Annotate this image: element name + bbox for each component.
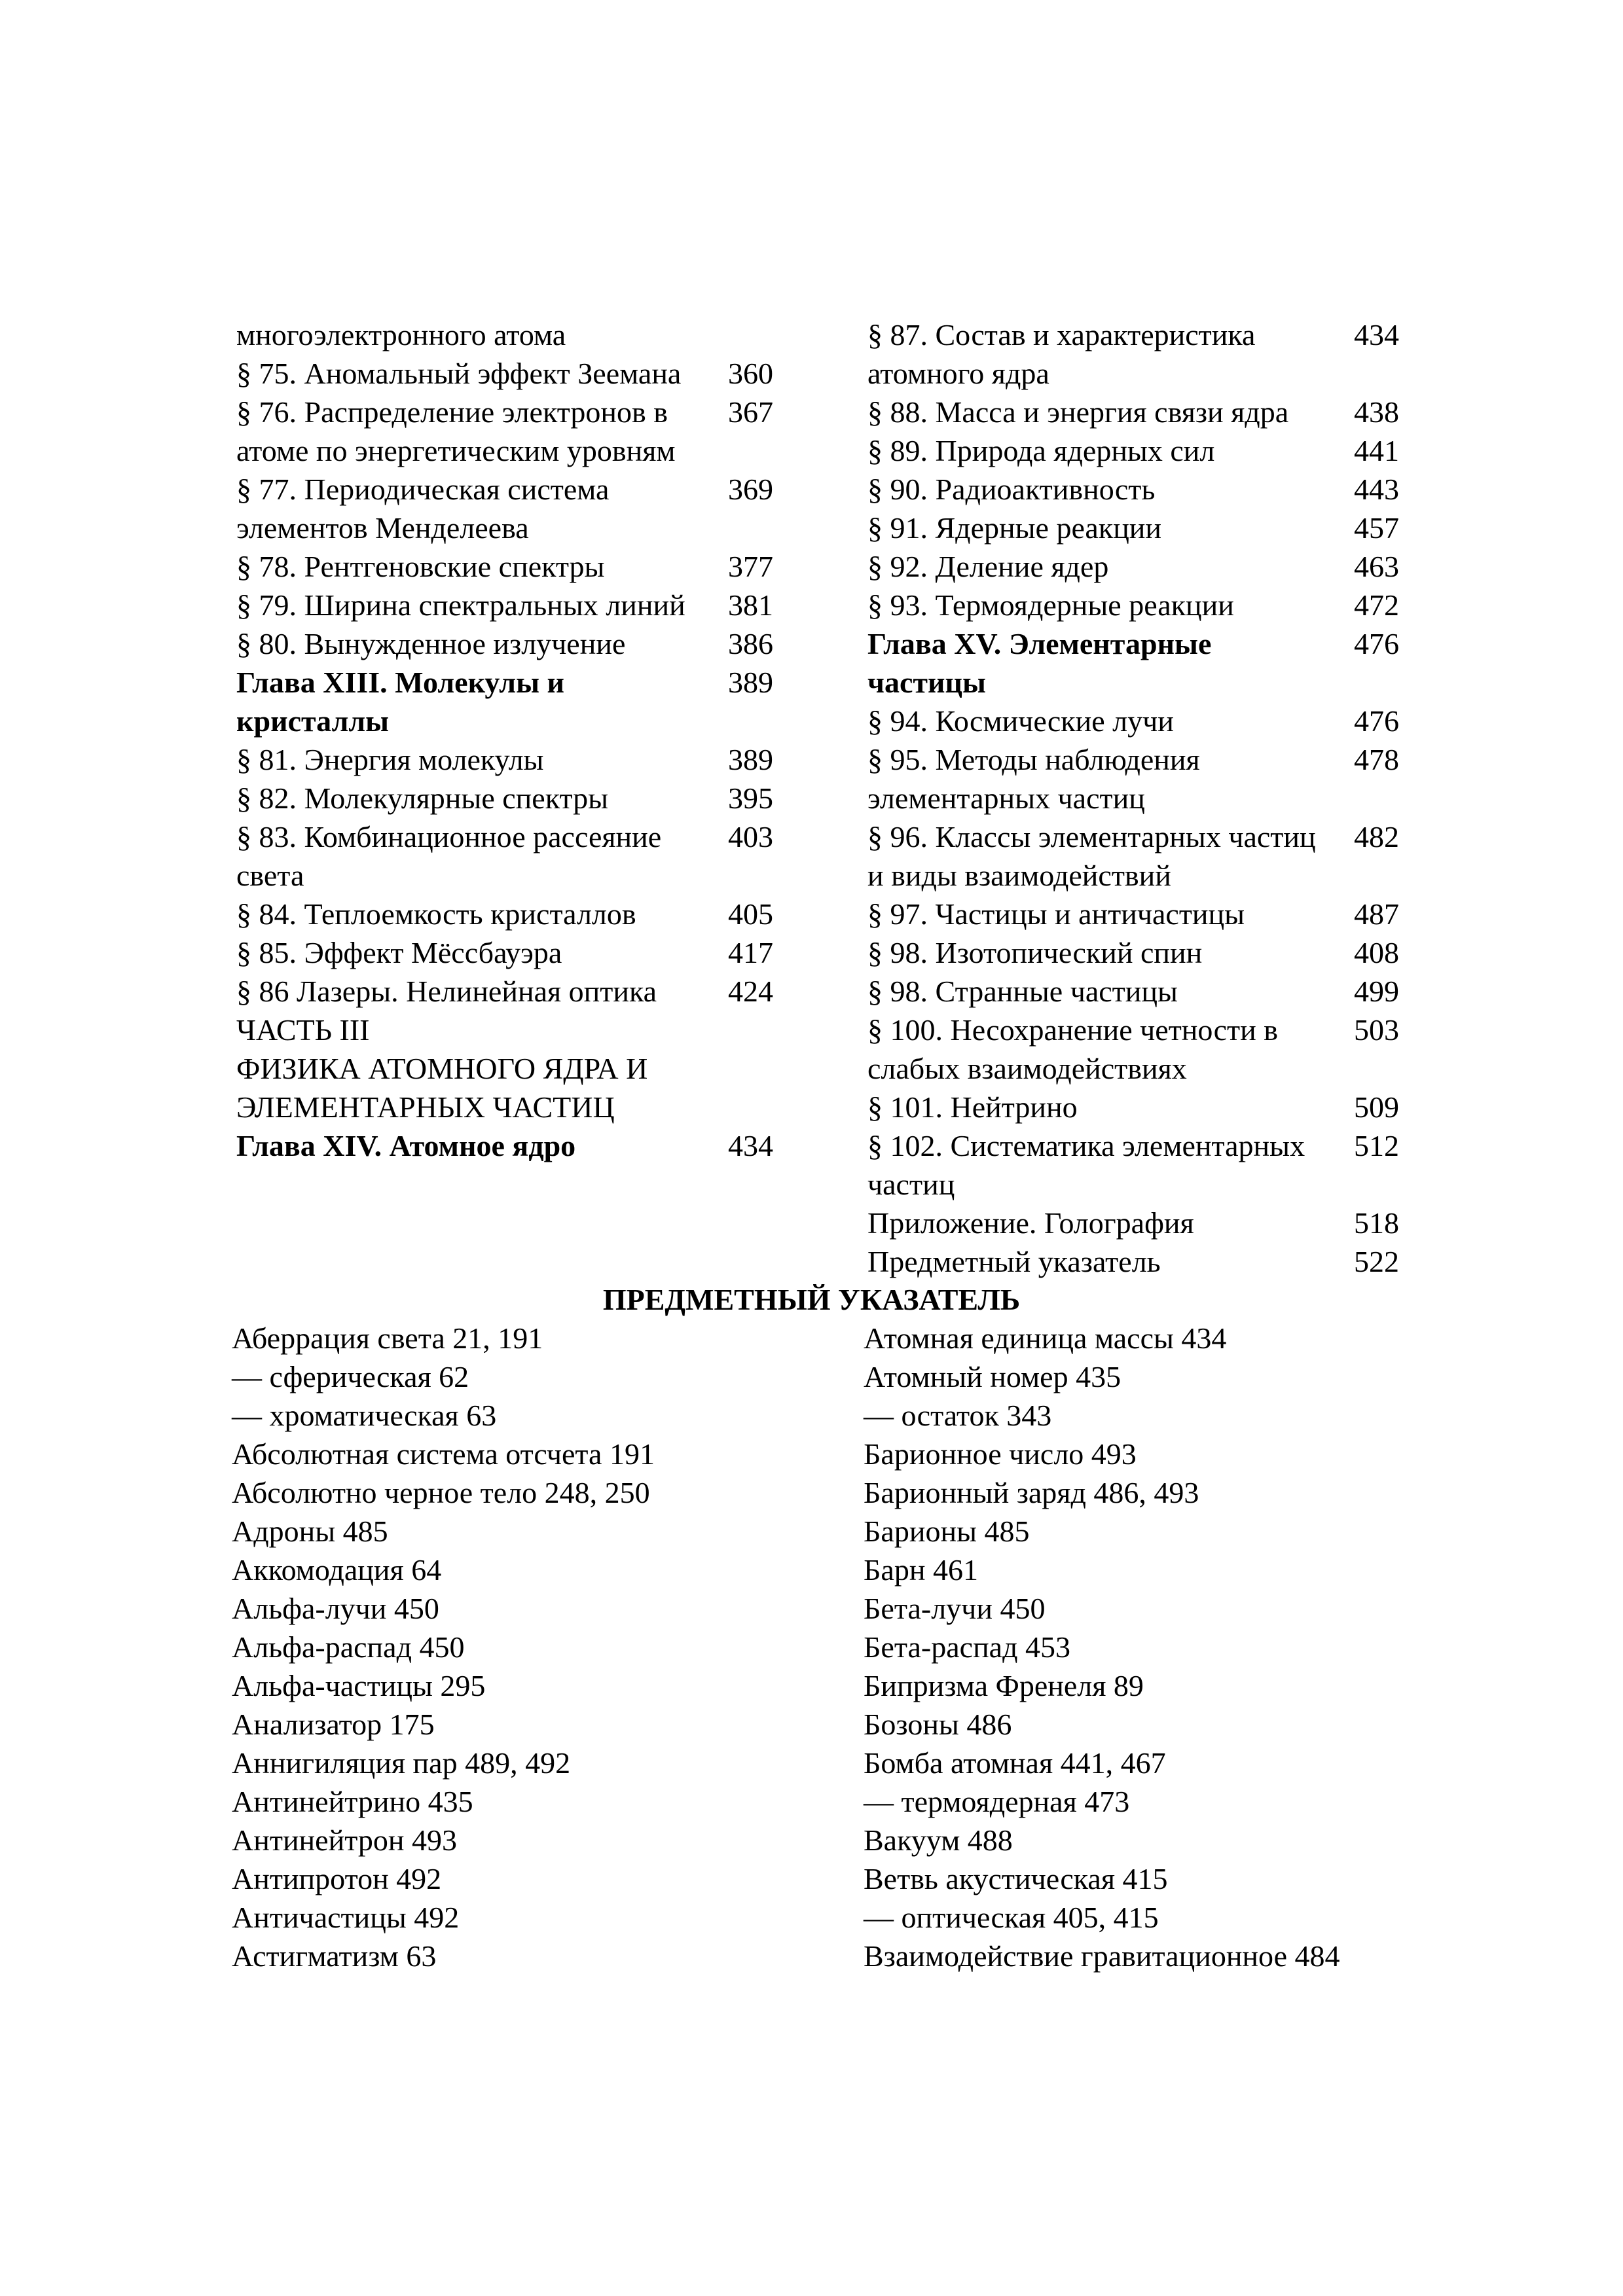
toc-entry-title: § 86 Лазеры. Нелинейная оптика [236, 975, 657, 1008]
toc-entry-title: § 80. Вынужденное излучение [236, 627, 626, 660]
toc-entry [236, 547, 773, 586]
toc-entry [867, 1126, 1399, 1204]
index-entry: Атомный номер 435 [864, 1360, 1122, 1393]
index-entry: Барионный заряд 486, 493 [864, 1476, 1199, 1509]
toc-entry-title: § 77. Периодическая система элементов Менделеева [236, 473, 610, 545]
index-entry: Барионы 485 [864, 1515, 1030, 1548]
toc-entry [236, 895, 773, 933]
toc-entry-page: 434 [728, 1129, 773, 1162]
toc-entry [867, 470, 1399, 509]
toc-entry [867, 972, 1399, 1011]
toc-entry-page: 522 [1354, 1245, 1399, 1278]
toc-entry-page: 405 [728, 897, 773, 931]
toc-entry-page: 438 [1354, 395, 1399, 429]
toc-entry-title: многоэлектронного атома [236, 318, 566, 351]
toc-entry-title: § 98. Изотопический спин [867, 936, 1203, 969]
toc-entry [236, 1049, 773, 1088]
toc-entry-title: § 96. Классы элементарных частиц и виды взаимодействий [867, 820, 1316, 892]
toc-entry-title: ЭЛЕМЕНТАРНЫХ ЧАСТИЦ [236, 1090, 615, 1124]
toc-entry-page: 518 [1354, 1206, 1399, 1240]
index-entry: Бета-распад 453 [864, 1630, 1071, 1664]
toc-entry [867, 740, 1399, 817]
toc-entry-page: 389 [728, 666, 773, 699]
toc-entry-title: § 76. Распределение электронов в атоме по энергетическим уровням [236, 395, 676, 467]
toc-entry-title: § 82. Молекулярные спектры [236, 781, 609, 815]
toc-entry [867, 895, 1399, 933]
index-entry: Альфа-частицы 295 [232, 1669, 486, 1702]
index-entry: Антинейтрон 493 [232, 1823, 457, 1857]
toc-entry-title: Глава XIV. Атомное ядро [236, 1129, 576, 1162]
toc-entry-title: § 75. Аномальный эффект Зеемана [236, 357, 682, 390]
toc-entry-title: § 101. Нейтрино [867, 1090, 1078, 1124]
index-entry: — остаток 343 [864, 1399, 1052, 1432]
toc-entry-title: Приложение. Голография [867, 1206, 1194, 1240]
toc-entry-title: § 94. Космические лучи [867, 704, 1174, 738]
toc-entry-page: 457 [1354, 511, 1399, 545]
toc-entry-page: 503 [1354, 1013, 1399, 1047]
index-entry: Альфа-распад 450 [232, 1630, 465, 1664]
index-entry: Антипротон 492 [232, 1862, 442, 1895]
toc-entry [236, 972, 773, 1011]
toc-entry [867, 1204, 1399, 1242]
toc-entry-title: ЧАСТЬ III [236, 1013, 370, 1047]
toc-entry [236, 1126, 773, 1165]
index-entry: — сферическая 62 [232, 1360, 469, 1393]
toc-entry [867, 1088, 1399, 1126]
contents-left-column [236, 315, 773, 1165]
toc-entry-page: 478 [1354, 743, 1399, 776]
index-entry: Атомная единица массы 434 [864, 1321, 1227, 1355]
toc-entry-page: 367 [728, 395, 773, 429]
index-right-column [864, 1319, 1340, 1975]
toc-entry [236, 624, 773, 663]
toc-entry-title: § 89. Природа ядерных сил [867, 434, 1215, 467]
toc-entry-page: 509 [1354, 1090, 1399, 1124]
toc-entry [867, 547, 1399, 586]
toc-entry [867, 586, 1399, 624]
toc-entry-title: § 92. Деление ядер [867, 550, 1109, 583]
toc-entry-page: 377 [728, 550, 773, 583]
toc-entry-title: § 90. Радиоактивность [867, 473, 1156, 506]
toc-entry-page: 482 [1354, 820, 1399, 853]
toc-entry [867, 817, 1399, 895]
toc-entry-title: § 102. Систематика элементарных частиц [867, 1129, 1305, 1201]
toc-entry-title: ФИЗИКА АТОМНОГО ЯДРА И [236, 1052, 648, 1085]
index-entry: Античастицы 492 [232, 1901, 460, 1934]
toc-entry-title: § 88. Масса и энергия связи ядра [867, 395, 1289, 429]
toc-entry-title: § 79. Ширина спектральных линий [236, 588, 685, 622]
toc-entry-title: § 84. Теплоемкость кристаллов [236, 897, 636, 931]
index-entry: Адроны 485 [232, 1515, 388, 1548]
toc-entry [236, 663, 773, 740]
toc-entry [867, 1242, 1399, 1281]
index-entry: Бомба атомная 441, 467 [864, 1746, 1166, 1780]
toc-entry [867, 702, 1399, 740]
index-entry: Бета-лучи 450 [864, 1592, 1046, 1625]
toc-entry [236, 779, 773, 817]
toc-entry-page: 389 [728, 743, 773, 776]
toc-entry-page: 443 [1354, 473, 1399, 506]
toc-entry [236, 586, 773, 624]
toc-entry [867, 933, 1399, 972]
toc-entry-title: § 87. Состав и характеристика атомного ядра [867, 318, 1256, 390]
toc-entry-page: 403 [728, 820, 773, 853]
toc-entry [236, 817, 773, 895]
toc-entry-title: § 97. Частицы и античастицы [867, 897, 1245, 931]
toc-entry [236, 393, 773, 470]
index-entry: — термоядерная 473 [864, 1785, 1130, 1818]
toc-entry-title: Глава XIII. Молекулы и кристаллы [236, 666, 565, 738]
contents-right-column [867, 315, 1399, 1281]
toc-entry-title: § 98. Странные частицы [867, 975, 1178, 1008]
toc-entry [236, 470, 773, 547]
index-entry: Взаимодействие гравитационное 484 [864, 1939, 1340, 1973]
toc-entry-page: 476 [1354, 627, 1399, 660]
toc-entry [867, 509, 1399, 547]
toc-entry-page: 472 [1354, 588, 1399, 622]
toc-entry-page: 386 [728, 627, 773, 660]
index-entry: Анализатор 175 [232, 1708, 435, 1741]
toc-entry-page: 381 [728, 588, 773, 622]
index-entry: Аккомодация 64 [232, 1553, 442, 1587]
index-entry: Антинейтрино 435 [232, 1785, 473, 1818]
index-heading: ПРЕДМЕТНЫЙ УКАЗАТЕЛЬ [602, 1283, 1021, 1316]
toc-entry [867, 1011, 1399, 1088]
toc-entry-page: 395 [728, 781, 773, 815]
index-entry: Абсолютная система отсчета 191 [232, 1437, 655, 1471]
toc-entry-page: 487 [1354, 897, 1399, 931]
toc-entry-title: § 100. Несохранение четности в слабых взаимодействиях [867, 1013, 1278, 1085]
index-entry: Ветвь акустическая 415 [864, 1862, 1168, 1895]
toc-entry [867, 431, 1399, 470]
toc-entry [236, 1011, 773, 1049]
toc-entry [867, 624, 1399, 702]
index-entry: Аберрация света 21, 191 [232, 1321, 543, 1355]
toc-entry-title: § 93. Термоядерные реакции [867, 588, 1234, 622]
index-entry: Барн 461 [864, 1553, 978, 1587]
index-entry: Абсолютно черное тело 248, 250 [232, 1476, 650, 1509]
toc-entry-page: 441 [1354, 434, 1399, 467]
index-entry: Астигматизм 63 [232, 1939, 437, 1973]
toc-entry [236, 1088, 773, 1126]
toc-entry-title: § 81. Энергия молекулы [236, 743, 544, 776]
toc-entry-page: 424 [728, 975, 773, 1008]
toc-entry-page: 512 [1354, 1129, 1399, 1162]
toc-entry-title: § 95. Методы наблюдения элементарных частиц [867, 743, 1200, 815]
toc-entry-page: 408 [1354, 936, 1399, 969]
index-entry: Бипризма Френеля 89 [864, 1669, 1144, 1702]
index-entry: Бозоны 486 [864, 1708, 1012, 1741]
index-left-column [232, 1319, 655, 1975]
index-entry: Барионное число 493 [864, 1437, 1137, 1471]
toc-entry [236, 315, 773, 354]
toc-entry-page: 360 [728, 357, 773, 390]
toc-entry-title: § 91. Ядерные реакции [867, 511, 1162, 545]
toc-entry-page: 434 [1354, 318, 1399, 351]
toc-entry [236, 933, 773, 972]
toc-entry [867, 315, 1399, 393]
toc-entry-page: 369 [728, 473, 773, 506]
toc-entry [867, 393, 1399, 431]
index-entry: — хроматическая 63 [232, 1399, 497, 1432]
toc-entry [236, 354, 773, 393]
toc-entry-title: Предметный указатель [867, 1245, 1161, 1278]
toc-entry-title: Глава XV. Элементарные частицы [867, 627, 1212, 699]
toc-entry-title: § 78. Рентгеновские спектры [236, 550, 605, 583]
index-entry: Вакуум 488 [864, 1823, 1013, 1857]
toc-entry-title: § 83. Комбинационное рассеяние света [236, 820, 662, 892]
toc-entry-page: 417 [728, 936, 773, 969]
toc-entry-page: 476 [1354, 704, 1399, 738]
toc-entry-title: § 85. Эффект Мёссбауэра [236, 936, 562, 969]
toc-entry [236, 740, 773, 779]
index-entry: Аннигиляция пар 489, 492 [232, 1746, 571, 1780]
toc-entry-page: 499 [1354, 975, 1399, 1008]
index-entry: — оптическая 405, 415 [864, 1901, 1159, 1934]
index-entry: Альфа-лучи 450 [232, 1592, 439, 1625]
toc-entry-page: 463 [1354, 550, 1399, 583]
